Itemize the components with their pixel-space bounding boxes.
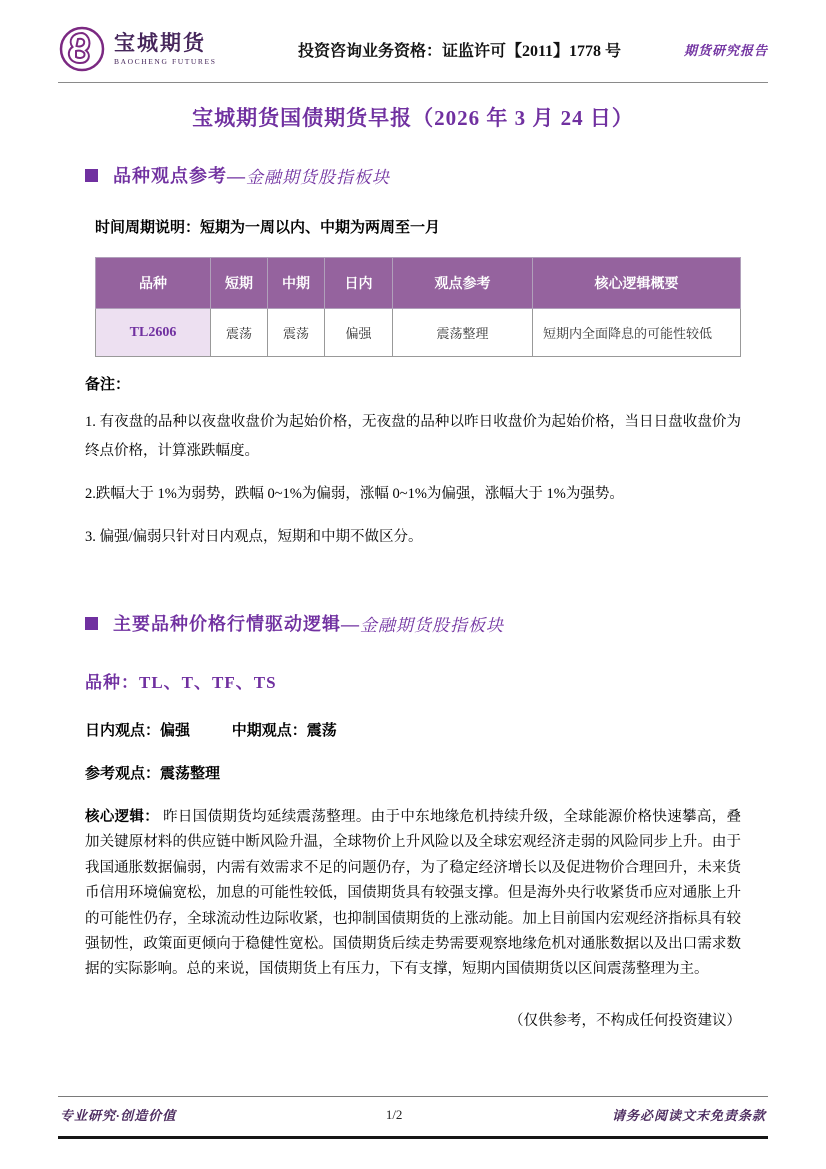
square-bullet-icon (85, 169, 98, 182)
core-logic-label: 核心逻辑： (85, 809, 160, 825)
intraday-view-label: 日内观点：偏强 (85, 723, 191, 739)
section2-heading-main: 主要品种价格行情驱动逻辑— (113, 614, 360, 634)
section1-heading-sub: 金融期货股指板块 (246, 167, 390, 187)
logo-company-name: 宝城期货 (114, 30, 206, 55)
report-type-label: 期货研究报告 (683, 42, 768, 58)
logo-company-name-en: BAOCHENG FUTURES (114, 56, 217, 66)
disclaimer-note: （仅供参考，不构成任何投资建议） (509, 1012, 741, 1029)
page-header (58, 22, 768, 76)
col-header-logic: 核心逻辑概要 (533, 258, 741, 309)
footer-disclaimer: 请务必阅读文末免责条款 (611, 1108, 766, 1123)
mid-view-label: 中期观点：震荡 (231, 723, 337, 739)
note-1: 1. 有夜盘的品种以夜盘收盘价为起始价格，无夜盘的品种以昨日收盘价为起始价格，当日日盘收盘价为终点价格，计算涨跌幅度。 (85, 414, 741, 459)
viewpoint-table (95, 257, 741, 357)
note-2: 2.跌幅大于 1%为弱势，跌幅 0~1%为偏弱，涨幅 0~1%为偏强，涨幅大于 1%为强势。 (85, 486, 624, 502)
col-header-mid: 中期 (268, 258, 325, 309)
report-body (85, 94, 741, 1030)
remark-label: 备注： (85, 377, 131, 393)
square-bullet-icon (85, 617, 98, 630)
header-divider (58, 82, 768, 83)
page-footer (58, 1096, 768, 1139)
variety-line: 品种：TL、T、TF、TS (85, 673, 277, 692)
core-logic-paragraph (85, 805, 741, 983)
period-note: 时间周期说明：短期为一周以内、中期为两周至一月 (95, 220, 441, 236)
baocheng-logo (58, 25, 263, 73)
footer-slogan: 专业研究·创造价值 (60, 1108, 177, 1123)
section1-heading (85, 162, 741, 188)
page-number: 1/2 (385, 1106, 403, 1122)
note-3: 3. 偏强/偏弱只针对日内观点，短期和中期不做区分。 (85, 529, 423, 545)
credential-text: 投资咨询业务资格：证监许可【2011】1778 号 (297, 42, 622, 60)
cell-view: 震荡整理 (393, 309, 533, 357)
reference-view-label: 参考观点：震荡整理 (85, 766, 221, 782)
table-header-row (96, 258, 741, 309)
cell-mid: 震荡 (268, 309, 325, 357)
col-header-intraday: 日内 (325, 258, 393, 309)
logo-emblem-icon (58, 25, 106, 73)
col-header-view: 观点参考 (393, 258, 533, 309)
footer-row (60, 1105, 766, 1124)
cell-logic: 短期内全面降息的可能性较低 (533, 309, 741, 357)
cell-short: 震荡 (211, 309, 268, 357)
table-row (96, 309, 741, 357)
viewpoints-line (85, 719, 741, 740)
section1-heading-main: 品种观点参考— (113, 166, 246, 186)
col-header-variety: 品种 (96, 258, 211, 309)
section2-heading-sub: 金融期货股指板块 (360, 615, 504, 635)
logo-text-block (114, 32, 216, 66)
section2-heading (85, 610, 741, 636)
col-header-short: 短期 (211, 258, 268, 309)
report-title: 宝城期货国债期货早报（2026 年 3 月 24 日） (192, 106, 634, 130)
cell-intraday: 偏强 (325, 309, 393, 357)
cell-variety: TL2606 (96, 309, 211, 357)
core-logic-text: 昨日国债期货均延续震荡整理。由于中东地缘危机持续升级，全球能源价格快速攀高，叠加关键原材料的供应链中断风险升温，全球物价上升风险以及全球宏观经济走弱的风险同步上升。由于我国通胀数据偏弱，内需有效需求不足的问题仍存，为了稳定经济增长以及促进物价合理回升，未来货币信用环境偏宽松，加息的可能性较低，国债期货具有较强支撑。但是海外央行收紧货币应对通胀上升的可能性仍存，全球流动性边际收紧，也抑制国债期货的上涨动能。加上目前国内宏观经济指标具有较强韧性，政策面更倾向于稳健性宽松。国债期货后续走势需要观察地缘危机对通胀数据以及出口需求数据的实际影响。总的来说，国债期货上有压力，下有支撑，短期内国债期货以区间震荡整理为主。 (85, 809, 742, 978)
